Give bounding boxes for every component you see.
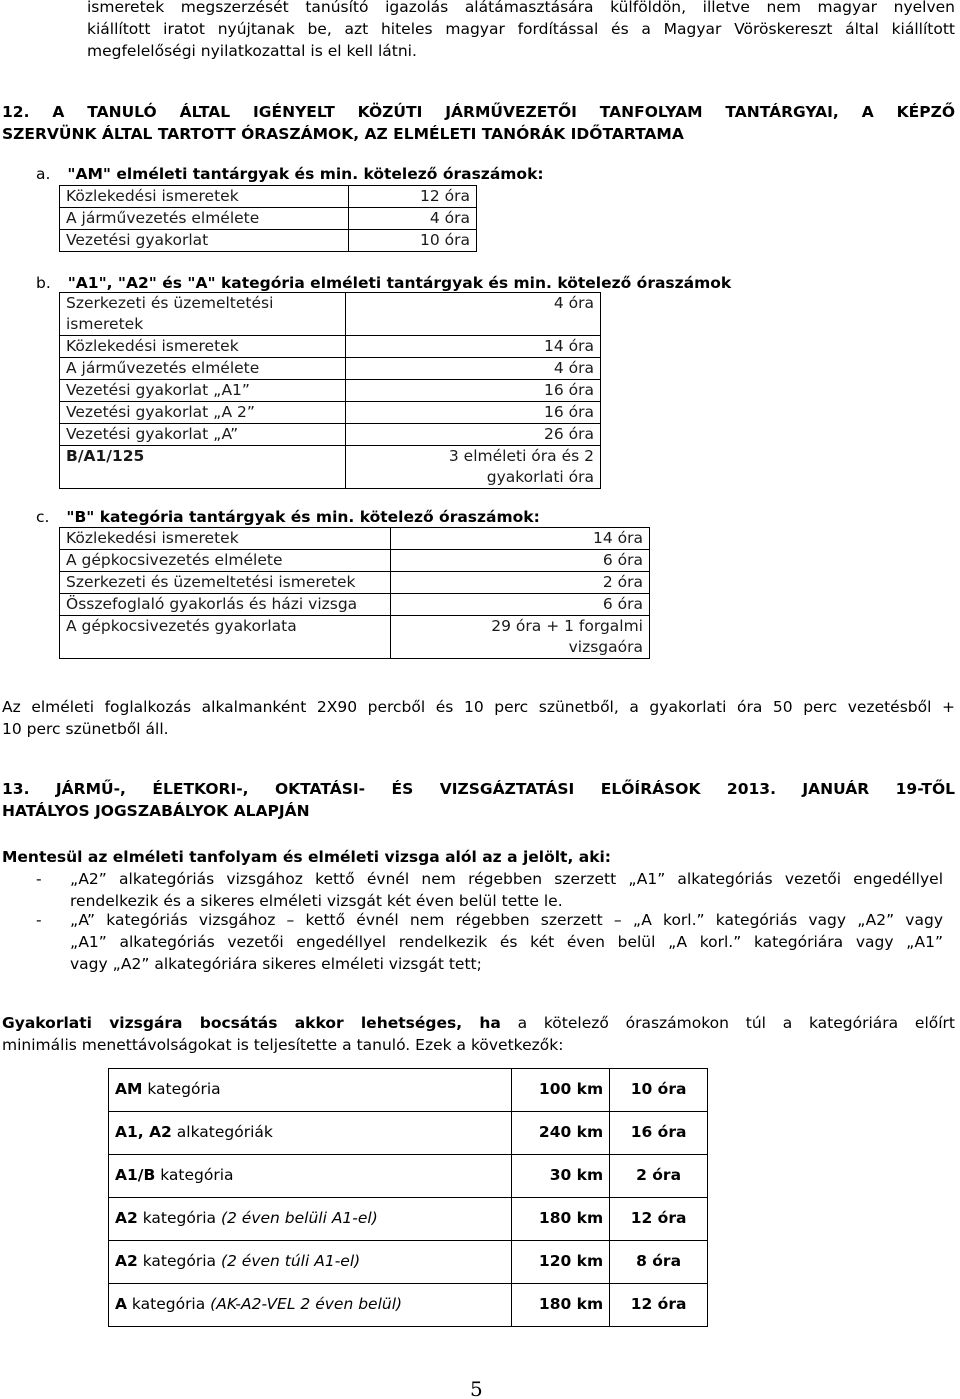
table-row xyxy=(109,1284,708,1327)
hours-cell: 16 óra xyxy=(346,380,601,402)
hours-cell: 12 óra xyxy=(610,1284,708,1327)
practical-line-1 xyxy=(2,1012,955,1034)
sub-b-marker: b. xyxy=(36,274,51,292)
category-label: kategória xyxy=(137,1252,221,1270)
subject-cell: Vezetési gyakorlat „A 2” xyxy=(60,402,346,424)
distance-cell: 240 km xyxy=(512,1112,610,1155)
table-row xyxy=(60,208,477,230)
table-row xyxy=(109,1198,708,1241)
a-category-hours-table xyxy=(59,292,601,489)
sub-c-marker: c. xyxy=(36,508,50,526)
subject-cell: A járművezetés elmélete xyxy=(60,358,346,380)
subject-cell: Vezetési gyakorlat xyxy=(60,230,349,252)
table-row xyxy=(60,186,477,208)
section-13-line-2: HATÁLYOS JOGSZABÁLYOK ALAPJÁN xyxy=(2,802,310,820)
distance-cell: 180 km xyxy=(512,1284,610,1327)
subject-cell xyxy=(60,293,346,336)
exemption-dash-1: - xyxy=(36,870,42,888)
hours-text-2: gyakorlati óra xyxy=(486,468,594,486)
hours-cell: 8 óra xyxy=(610,1241,708,1284)
sub-a-heading xyxy=(36,163,544,185)
sub-b-title: "A1", "A2" és "A" kategória elméleti tantárgyak és min. kötelező óraszámok xyxy=(67,274,732,292)
table-row xyxy=(109,1241,708,1284)
exemption-item-2-line-1: „A” kategóriás vizsgához – kettő évnél nem régebben szerzett – „A korl.” kategóriás vagy „A2” vagy xyxy=(70,911,943,929)
hours-text: 3 elméleti óra és 2 xyxy=(448,447,594,465)
hours-cell: 6 óra xyxy=(391,594,650,616)
table-row xyxy=(60,424,601,446)
subject-text: Szerkezeti és üzemeltetési xyxy=(66,294,274,312)
subject-cell: Közlekedési ismeretek xyxy=(60,186,349,208)
subject-cell: Közlekedési ismeretek xyxy=(60,336,346,358)
table-row xyxy=(60,336,601,358)
category-cell xyxy=(109,1241,512,1284)
distance-cell: 30 km xyxy=(512,1155,610,1198)
category-code: A1, A2 xyxy=(115,1123,172,1141)
sub-c-heading xyxy=(36,506,540,528)
subject-cell: Közlekedési ismeretek xyxy=(60,528,391,550)
distance-cell: 180 km xyxy=(512,1198,610,1241)
hours-cell: 6 óra xyxy=(391,550,650,572)
am-hours-table xyxy=(59,185,477,252)
sub-b-heading xyxy=(36,272,731,294)
subject-text-2: ismeretek xyxy=(66,315,144,333)
practical-line-2: minimális menettávolságokat is teljesítette a tanuló. Ezek a következők: xyxy=(2,1036,564,1054)
hours-cell: 10 óra xyxy=(610,1069,708,1112)
table-row xyxy=(109,1069,708,1112)
table-row xyxy=(60,402,601,424)
subject-cell: B/A1/125 xyxy=(60,446,346,489)
hours-cell: 2 óra xyxy=(391,572,650,594)
subject-cell: A gépkocsivezetés gyakorlata xyxy=(60,616,391,659)
hours-cell xyxy=(346,446,601,489)
subject-cell: Szerkezeti és üzemeltetési ismeretek xyxy=(60,572,391,594)
hours-cell: 14 óra xyxy=(391,528,650,550)
subject-cell: Összefoglaló gyakorlás és házi vizsga xyxy=(60,594,391,616)
hours-cell: 16 óra xyxy=(610,1112,708,1155)
category-note: (2 éven túli A1-el) xyxy=(220,1252,361,1270)
table-row xyxy=(109,1112,708,1155)
minimum-distance-table xyxy=(108,1068,708,1327)
page-number: 5 xyxy=(470,1377,483,1399)
table-row xyxy=(60,358,601,380)
category-note: (2 éven belüli A1-el) xyxy=(220,1209,378,1227)
table-row xyxy=(60,528,650,550)
hours-cell: 14 óra xyxy=(346,336,601,358)
subject-cell: A gépkocsivezetés elmélete xyxy=(60,550,391,572)
category-cell xyxy=(109,1155,512,1198)
table-row xyxy=(60,550,650,572)
hours-cell: 12 óra xyxy=(349,186,477,208)
table-row xyxy=(60,380,601,402)
category-label: kategória xyxy=(142,1080,221,1098)
section-13-line-1: 13. JÁRMŰ-, ÉLETKORI-, OKTATÁSI- ÉS VIZSGÁZTATÁSI ELŐÍRÁSOK 2013. JANUÁR 19-TŐL xyxy=(2,780,955,798)
exemption-item-1-line-1: „A2” alkategóriás vizsgához kettő évnél nem régebben szerzett „A1” alkategóriás vezetői engedéllyel xyxy=(70,870,943,888)
hours-cell: 4 óra xyxy=(349,208,477,230)
exemption-item-1-line-2: rendelkezik és a sikeres elméleti vizsgát két éven belül tette le. xyxy=(70,892,563,910)
hours-cell: 12 óra xyxy=(610,1198,708,1241)
table-row xyxy=(109,1155,708,1198)
hours-cell xyxy=(391,616,650,659)
distance-cell: 100 km xyxy=(512,1069,610,1112)
category-cell xyxy=(109,1284,512,1327)
category-code: A2 xyxy=(115,1252,138,1270)
table-row xyxy=(60,616,650,659)
category-code: A xyxy=(115,1295,127,1313)
section-12-line-2: SZERVÜNK ÁLTAL TARTOTT ÓRASZÁMOK, AZ ELMÉLETI TANÓRÁK IDŐTARTAMA xyxy=(2,125,684,143)
hours-cell: 4 óra xyxy=(346,293,601,336)
category-cell xyxy=(109,1198,512,1241)
b-category-hours-table xyxy=(59,527,650,659)
exemption-heading: Mentesül az elméleti tanfolyam és elméleti vizsga alól az a jelölt, aki: xyxy=(2,848,612,866)
table-row xyxy=(60,293,601,336)
hours-text-2: vizsgaóra xyxy=(568,638,643,656)
intro-line-3: megfelelőségi nyilatkozattal is el kell látni. xyxy=(87,42,417,60)
intro-line-1: ismeretek megszerzését tanúsító igazolás alátámasztására külföldön, illetve nem magyar nyelven xyxy=(87,0,955,16)
category-code: A2 xyxy=(115,1209,138,1227)
category-code: AM xyxy=(115,1080,143,1098)
lesson-note-line-2: 10 perc szünetből áll. xyxy=(2,720,169,738)
practical-bold-text: Gyakorlati vizsgára bocsátás akkor lehetséges, ha xyxy=(2,1014,501,1032)
category-note: (AK-A2-VEL 2 éven belül) xyxy=(210,1295,403,1313)
intro-line-2: kiállított iratot nyújtanak be, azt hiteles magyar fordítással és a Magyar Vöröskereszt által kiállított xyxy=(87,20,955,38)
category-label: kategória xyxy=(155,1166,234,1184)
subject-cell: Vezetési gyakorlat „A1” xyxy=(60,380,346,402)
hours-cell: 4 óra xyxy=(346,358,601,380)
practical-rest-text: a kötelező óraszámokon túl a kategóriára előírt xyxy=(500,1014,955,1032)
table-row xyxy=(60,572,650,594)
category-label: alkategóriák xyxy=(171,1123,273,1141)
subject-cell: Vezetési gyakorlat „A” xyxy=(60,424,346,446)
lesson-note-line-1: Az elméleti foglalkozás alkalmanként 2X90 percből és 10 perc szünetből, a gyakorlati óra 50 perc vezetésből + xyxy=(2,698,955,716)
distance-cell: 120 km xyxy=(512,1241,610,1284)
sub-a-title: "AM" elméleti tantárgyak és min. kötelező óraszámok: xyxy=(67,165,544,183)
exemption-dash-2: - xyxy=(36,911,42,929)
hours-cell: 16 óra xyxy=(346,402,601,424)
category-cell xyxy=(109,1112,512,1155)
category-code: A1/B xyxy=(115,1166,156,1184)
table-row xyxy=(60,446,601,489)
sub-a-marker: a. xyxy=(36,165,51,183)
hours-cell: 26 óra xyxy=(346,424,601,446)
category-label: kategória xyxy=(137,1209,221,1227)
category-label: kategória xyxy=(127,1295,211,1313)
section-12-line-1: 12. A TANULÓ ÁLTAL IGÉNYELT KÖZÚTI JÁRMŰVEZETŐI TANFOLYAM TANTÁRGYAI, A KÉPZŐ xyxy=(2,103,955,121)
table-row xyxy=(60,230,477,252)
exemption-item-2-line-3: vagy „A2” alkategóriára sikeres elméleti vizsgát tett; xyxy=(70,955,482,973)
sub-c-title: "B" kategória tantárgyak és min. kötelező óraszámok: xyxy=(66,508,540,526)
hours-text: 29 óra + 1 forgalmi xyxy=(491,617,643,635)
table-row xyxy=(60,594,650,616)
category-cell xyxy=(109,1069,512,1112)
hours-cell: 10 óra xyxy=(349,230,477,252)
exemption-item-2-line-2: „A1” alkategóriás vezetői engedéllyel rendelkezik és két éven belül „A korl.” kategóriára vagy „A1” xyxy=(70,933,943,951)
hours-cell: 2 óra xyxy=(610,1155,708,1198)
subject-cell: A járművezetés elmélete xyxy=(60,208,349,230)
